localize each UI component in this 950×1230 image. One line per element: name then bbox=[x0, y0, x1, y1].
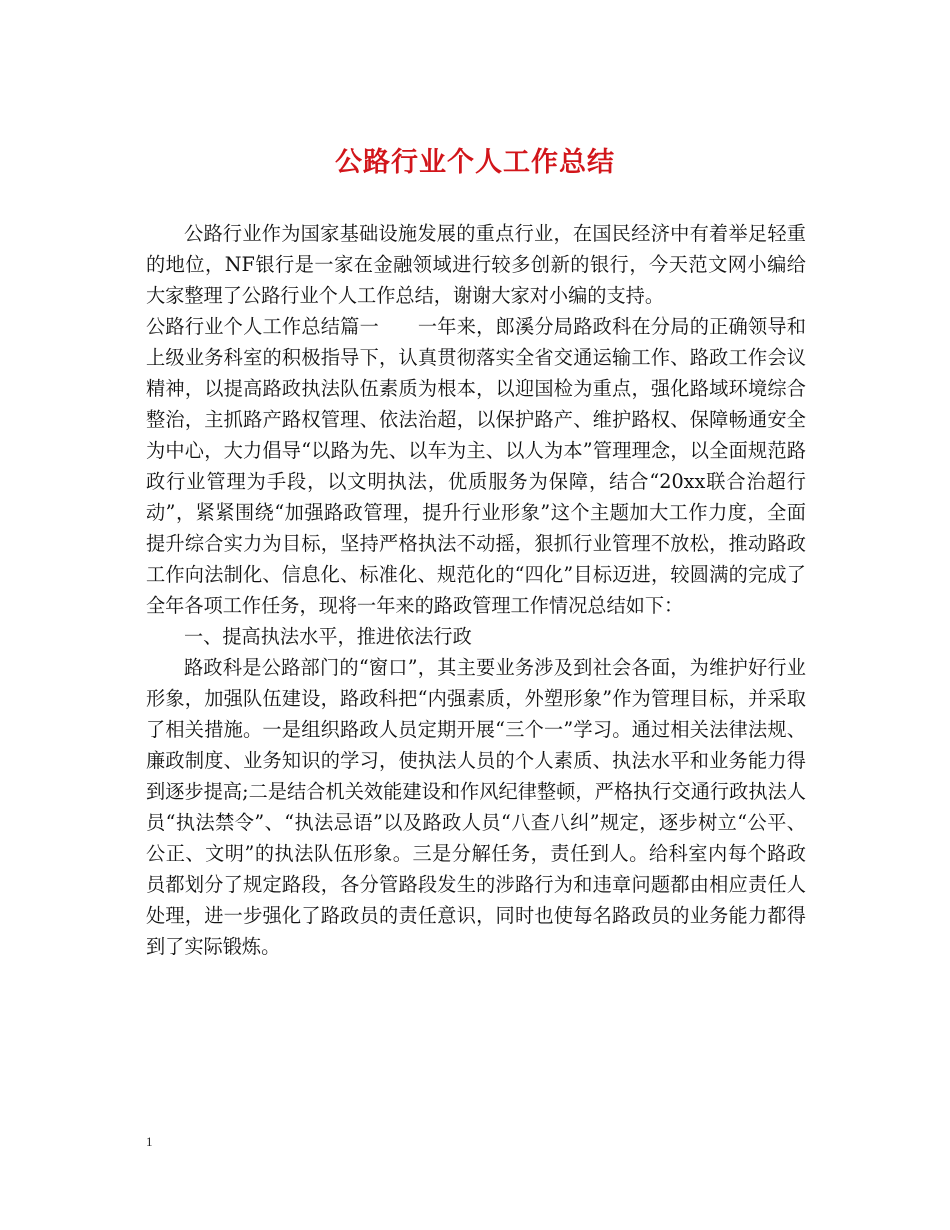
section-heading: 一、提高执法水平，推进依法行政 bbox=[184, 625, 472, 648]
document-body bbox=[146, 218, 806, 962]
paragraph-summary: 公路行业个人工作总结篇一 一年来，郎溪分局路政科在分局的正确领导和上级业务科室的积极指导下，认真贯彻落实全省交通运输工作、路政工作会议精神，以提高路政执法队伍素质为根本，以迎国检为重点，强化路域环境综合整治，主抓路产路权管理、依法治超，以保护路产、维护路权、保障畅通安全为中心，大力倡导“以路为先、以车为主、以人为本”管理理念，以全面规范路政行业管理为手段，以文明执法，优质服务为保障，结合“20xx联合治超行动”，紧紧围绕“加强路政管理，提升行业形象”这个主题加大工作力度，全面提升综合实力为目标，坚持严格执法不动摇，狠抓行业管理不放松，推动路政工作向法制化、信息化、标准化、规范化的“四化”目标迈进，较圆满的完成了全年各项工作任务，现将一年来的路政管理工作情况总结如下： bbox=[146, 315, 806, 617]
document-title: 公路行业个人工作总结 bbox=[335, 147, 615, 178]
paragraph-section-one: 路政科是公路部门的“窗口”，其主要业务涉及到社会各面，为维护好行业形象，加强队伍建设，路政科把“内强素质，外塑形象”作为管理目标，并采取了相关措施。一是组织路政人员定期开展“三个一”学习。通过相关法律法规、廉政制度、业务知识的学习，使执法人员的个人素质、执法水平和业务能力得到逐步提高;二是结合机关效能建设和作风纪律整顿，严格执行交通行政执法人员“执法禁令”、“执法忌语”以及路政人员“八查八纠”规定，逐步树立“公平、公正、文明”的执法队伍形象。三是分解任务，责任到人。给科室内每个路政员都划分了规定路段，各分管路段发生的涉路行为和违章问题都由相应责任人处理，进一步强化了路政员的责任意识，同时也使每名路政员的业务能力都得到了实际锻炼。 bbox=[146, 656, 806, 958]
page-number: 1 bbox=[146, 1134, 153, 1149]
paragraph-intro: 公路行业作为国家基础设施发展的重点行业，在国民经济中有着举足轻重的地位，NF银行是一家在金融领域进行较多创新的银行，今天范文网小编给大家整理了公路行业个人工作总结，谢谢大家对小编的支持。 bbox=[146, 222, 806, 307]
